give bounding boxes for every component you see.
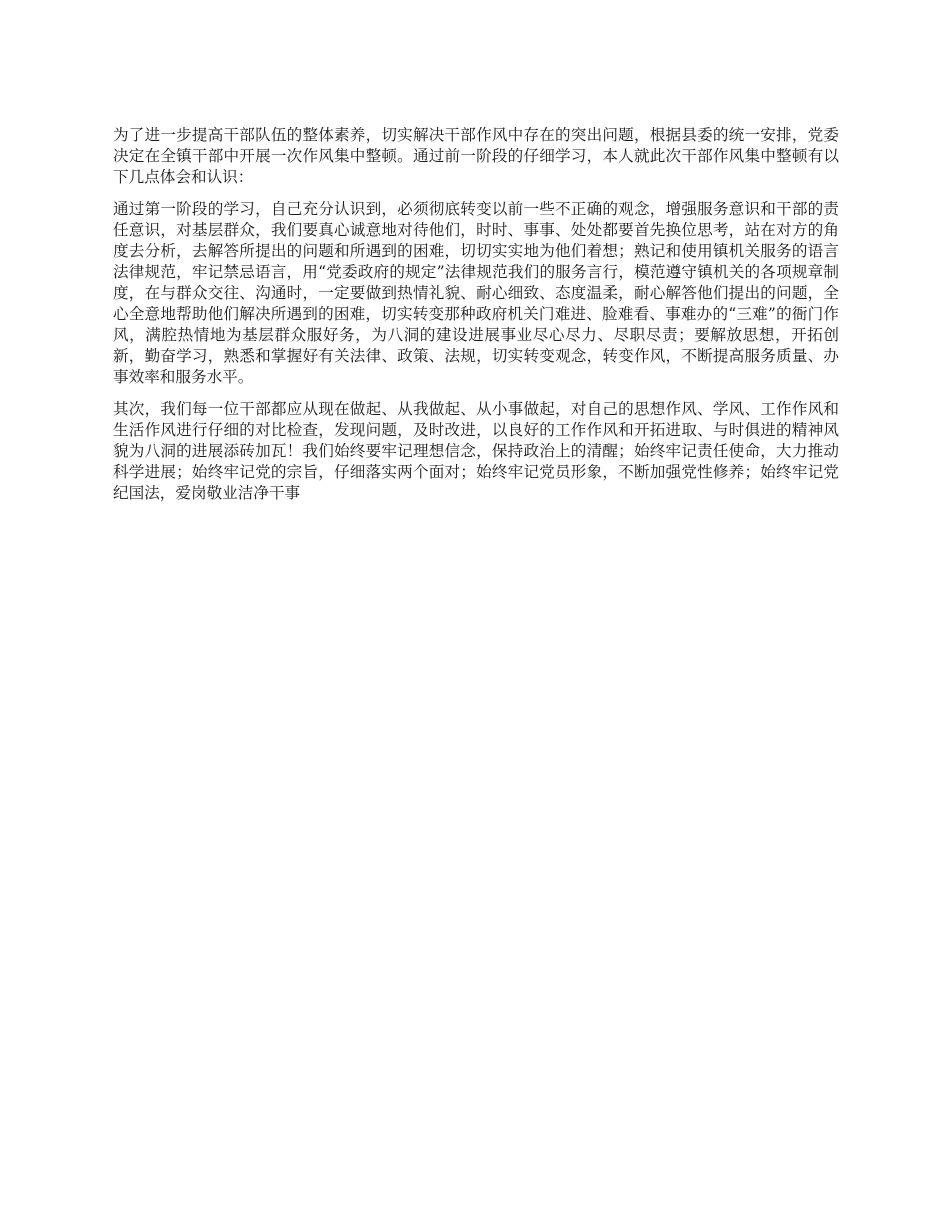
paragraph-second: 其次，我们每一位干部都应从现在做起、从我做起、从小事做起，对自己的思想作风、学风、工作作风和生活作风进行仔细的对比检查，发现问题，及时改进，以良好的工作作风和开拓进取、与时俱进的精神风貌为八洞的进展添砖加瓦！我们始终要牢记理想信念，保持政治上的清醒；始终牢记责任使命，大力推动科学进展；始终牢记党的宗旨，仔细落实两个面对；始终牢记党员形象，不断加强党性修养；始终牢记党纪国法，爱岗敬业洁净干事 xyxy=(113,400,839,502)
paragraph-intro: 为了进一步提高干部队伍的整体素养，切实解决干部作风中存在的突出问题，根据县委的统一安排，党委决定在全镇干部中开展一次作风集中整顿。通过前一阶段的仔细学习，本人就此次干部作风集中整顿有以下几点体会和认识： xyxy=(113,126,839,186)
document-body xyxy=(113,125,839,515)
paragraph-first-stage: 通过第一阶段的学习，自己充分认识到，必须彻底转变以前一些不正确的观念，增强服务意识和干部的责任意识，对基层群众，我们要真心诚意地对待他们，时时、事事、处处都要首先换位思考，站在对方的角度去分析，去解答所提出的问题和所遇到的困难，切切实实地为他们着想；熟记和使用镇机关服务的语言法律规范，牢记禁忌语言，用“党委政府的规定”法律规范我们的服务言行，模范遵守镇机关的各项规章制度，在与群众交往、沟通时，一定要做到热情礼貌、耐心细致、态度温柔，耐心解答他们提出的问题，全心全意地帮助他们解决所遇到的困难，切实转变那种政府机关门难进、脸难看、事难办的“三难”的衙门作风，满腔热情地为基层群众服好务，为八洞的建设进展事业尽心尽力、尽职尽责；要解放思想，开拓创新，勤奋学习，熟悉和掌握好有关法律、政策、法规，切实转变观念，转变作风，不断提高服务质量、办事效率和服务水平。 xyxy=(113,200,839,386)
